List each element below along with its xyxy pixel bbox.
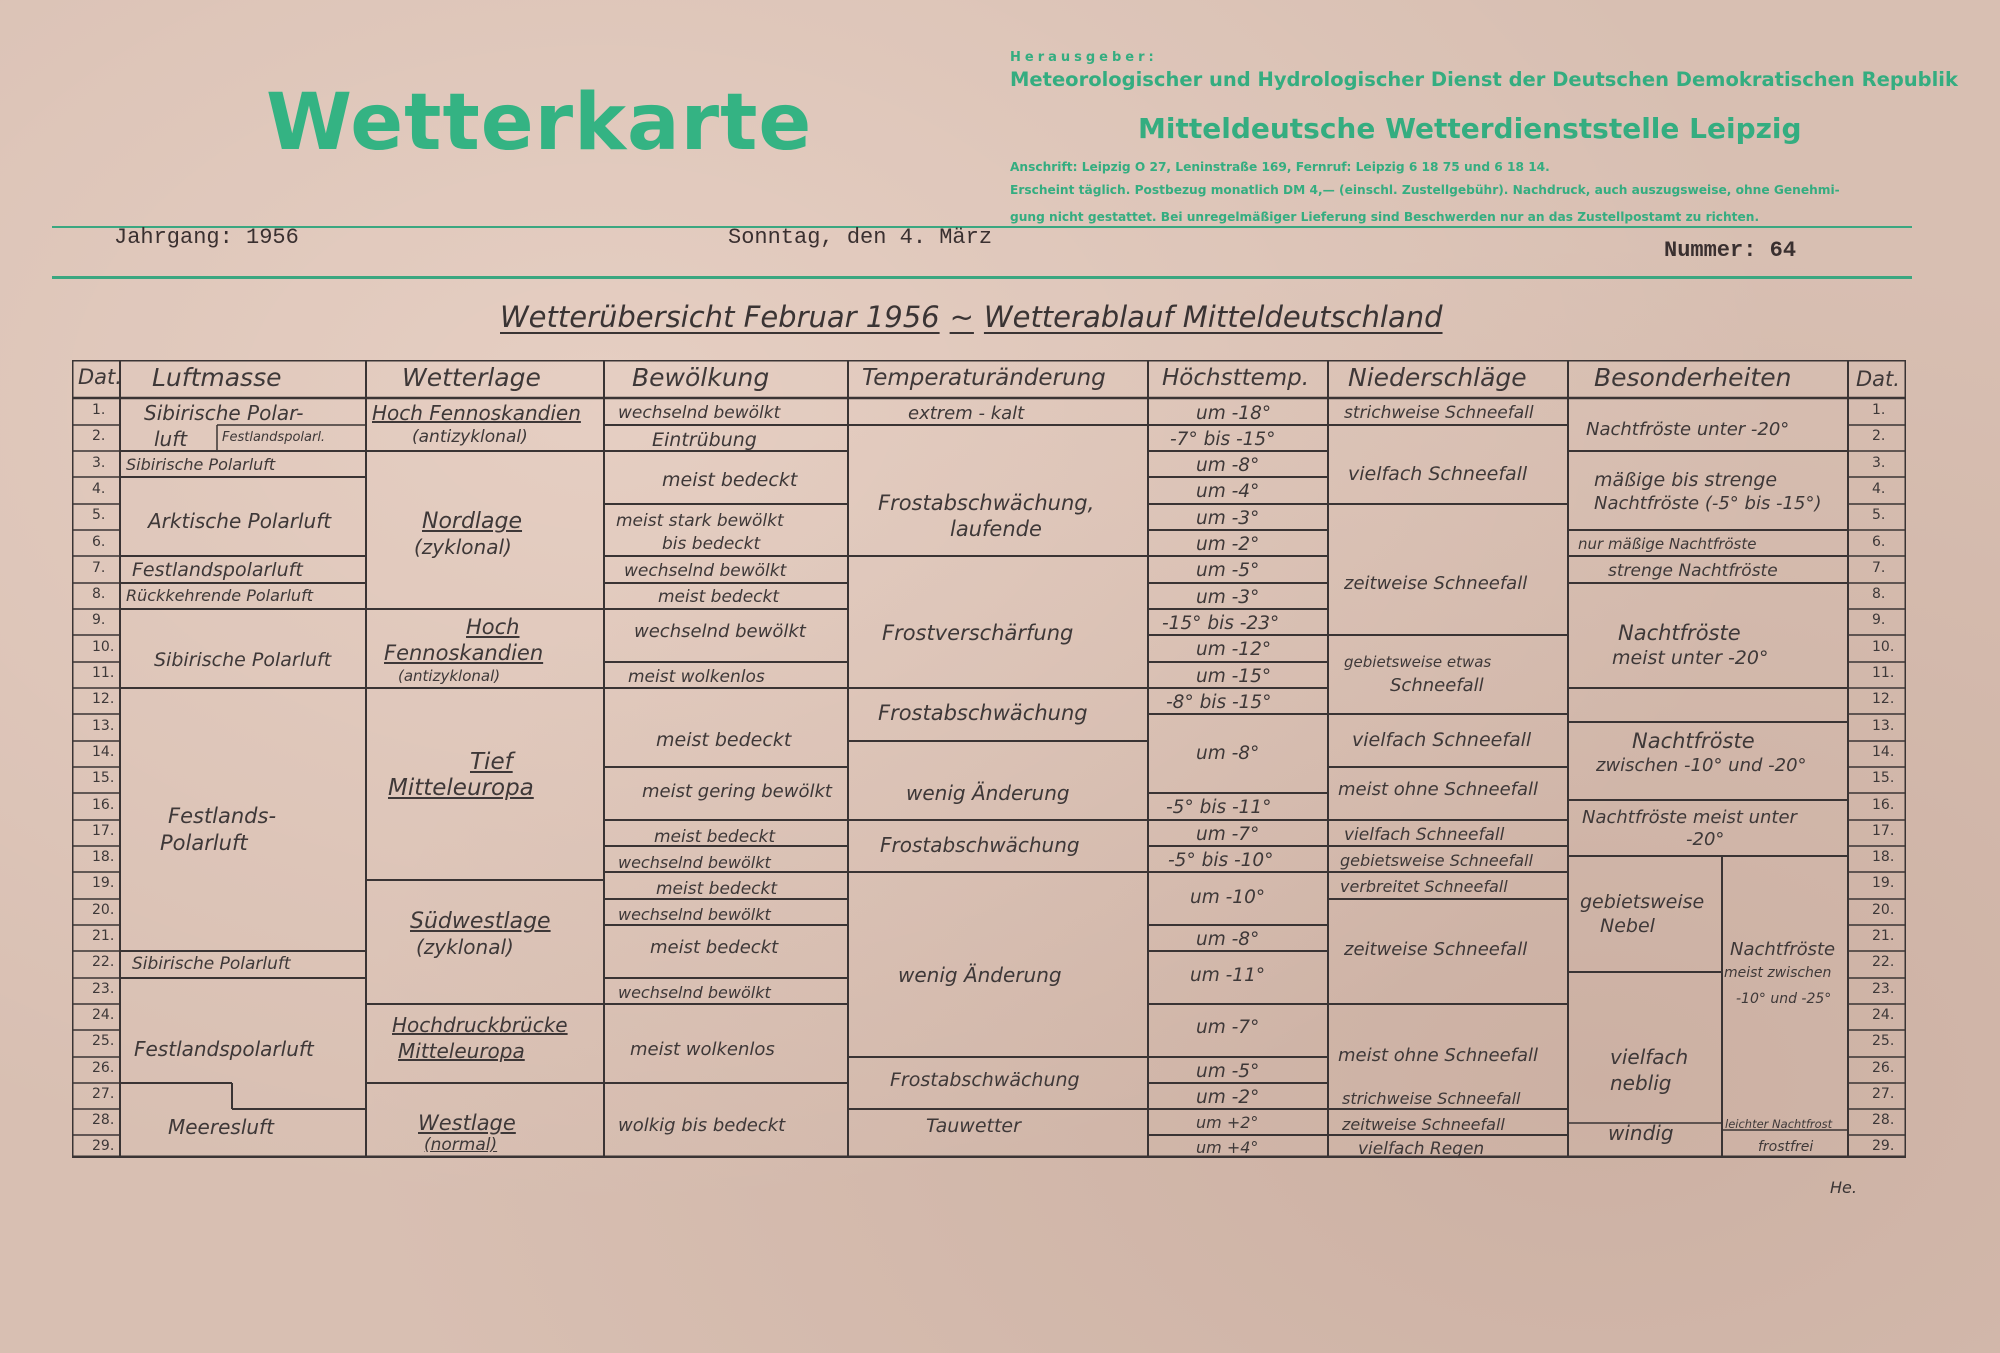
- hoechsttemp-cell: -15° bis -23°: [1162, 613, 1280, 634]
- wetterlage-cell: (zyklonal): [416, 935, 514, 959]
- hoechsttemp-cell: um -2°: [1196, 1087, 1260, 1108]
- caption-left: Wetterübersicht Februar 1956: [500, 300, 940, 334]
- besonderheiten-cell: Nachtfröste meist unter: [1582, 807, 1797, 828]
- luftmasse-cell: Sibirische Polarluft: [126, 455, 276, 474]
- date-cell-left: 12.: [92, 691, 115, 707]
- subscription-line: Erscheint täglich. Postbezug monatlich DM 4,— (einschl. Zustellgebühr). Nachdruck, auch auszugsweise, ohne Genehmi-: [1010, 183, 1840, 197]
- date-cell-left: 3.: [92, 455, 106, 471]
- niederschlaege-cell: gebietsweise Schneefall: [1340, 851, 1533, 870]
- luftmasse-cell: Rückkehrende Polarluft: [126, 586, 313, 605]
- date-cell-left: 25.: [92, 1033, 115, 1049]
- luftmasse-cell: Arktische Polarluft: [148, 509, 332, 533]
- luftmasse-cell: Sibirische Polarluft: [132, 954, 291, 974]
- date-cell-right: 4.: [1872, 481, 1886, 497]
- wetterlage-cell: Tief: [470, 749, 513, 775]
- wetterlage-cell: Südwestlage: [410, 909, 551, 934]
- date-cell-left: 6.: [92, 534, 106, 550]
- bewoelkung-cell: wechselnd bewölkt: [618, 853, 771, 872]
- luftmasse-cell: Sibirische Polar-: [144, 401, 304, 425]
- temperatur-cell: Frostabschwächung: [880, 833, 1080, 857]
- besonderheiten-cell: -20°: [1686, 829, 1725, 850]
- luftmasse-cell: luft: [154, 427, 188, 451]
- wetterlage-cell: (antizyklonal): [412, 427, 528, 447]
- date-cell-right: 13.: [1872, 718, 1895, 734]
- date-cell-right: 21.: [1872, 928, 1895, 944]
- besonderheiten-cell: neblig: [1610, 1071, 1672, 1095]
- header-hoechsttemp: Höchsttemp.: [1162, 365, 1310, 391]
- wetterlage-cell: (normal): [424, 1135, 498, 1155]
- luftmasse-cell: Polarluft: [160, 831, 248, 855]
- bewoelkung-cell: bis bedeckt: [662, 534, 761, 554]
- header-dat-left: Dat.: [78, 365, 122, 389]
- hoechsttemp-cell: -8° bis -15°: [1166, 692, 1272, 713]
- issue-number: Nummer: 64: [1664, 238, 1797, 263]
- caption-right: Wetterablauf Mitteldeutschland: [983, 300, 1443, 334]
- niederschlaege-cell: zeitweise Schneefall: [1342, 1115, 1505, 1134]
- date-cell-left: 11.: [92, 665, 115, 681]
- bewoelkung-cell: meist wolkenlos: [630, 1039, 775, 1060]
- hoechsttemp-cell: um -10°: [1190, 887, 1266, 908]
- date-cell-right: 26.: [1872, 1060, 1895, 1076]
- date-cell-right: 11.: [1872, 665, 1895, 681]
- wetterlage-cell: Hochdruckbrücke: [392, 1013, 568, 1037]
- date-cell-right: 18.: [1872, 849, 1895, 865]
- wetterlage-cell: (antizyklonal): [398, 667, 501, 685]
- hoechsttemp-cell: -5° bis -10°: [1168, 850, 1274, 871]
- date-cell-left: 7.: [92, 560, 106, 576]
- date-cell-right: 24.: [1872, 1007, 1895, 1023]
- bewoelkung-cell: meist bedeckt: [662, 469, 798, 491]
- date-cell-left: 28.: [92, 1112, 115, 1128]
- date-cell-left: 2.: [92, 428, 106, 444]
- besonderheiten-cell: Nachtfröste (-5° bis -15°): [1594, 493, 1822, 514]
- wetterlage-cell: Nordlage: [422, 509, 523, 534]
- besonderheiten-cell: -10° und -25°: [1736, 991, 1832, 1007]
- besonderheiten-cell: frostfrei: [1758, 1139, 1814, 1155]
- date-cell-left: 22.: [92, 954, 115, 970]
- date-cell-right: 10.: [1872, 639, 1895, 655]
- besonderheiten-cell: leichter Nachtfrost: [1725, 1117, 1833, 1131]
- date-cell-left: 17.: [92, 823, 115, 839]
- hoechsttemp-cell: um -2°: [1196, 534, 1260, 555]
- page-title: Wetterkarte: [266, 78, 813, 168]
- hoechsttemp-cell: um -15°: [1196, 666, 1272, 687]
- date-cell-right: 25.: [1872, 1033, 1895, 1049]
- date-cell-left: 10.: [92, 639, 115, 655]
- hoechsttemp-cell: um -7°: [1196, 1017, 1260, 1038]
- niederschlaege-cell: zeitweise Schneefall: [1344, 573, 1528, 594]
- hoechsttemp-cell: um -8°: [1196, 929, 1260, 950]
- besonderheiten-cell: gebietsweise: [1580, 891, 1705, 913]
- date-cell-right: 14.: [1872, 744, 1895, 760]
- hoechsttemp-cell: um -12°: [1196, 639, 1272, 660]
- date-cell-right: 7.: [1872, 560, 1886, 576]
- header-rule-bottom: [52, 276, 1912, 279]
- date-cell-left: 4.: [92, 481, 106, 497]
- date-cell-right: 9.: [1872, 612, 1886, 628]
- bewoelkung-cell: wechselnd bewölkt: [634, 621, 806, 642]
- office-name: Mitteldeutsche Wetterdienststelle Leipzig: [1138, 112, 1802, 145]
- date-cell-left: 23.: [92, 981, 115, 997]
- besonderheiten-cell: meist unter -20°: [1612, 647, 1769, 669]
- besonderheiten-cell: zwischen -10° und -20°: [1596, 755, 1807, 776]
- temperatur-cell: Frostabschwächung: [890, 1069, 1080, 1091]
- header-bewoelkung: Bewölkung: [632, 363, 770, 392]
- date-cell-right: 27.: [1872, 1086, 1895, 1102]
- date-cell-right: 29.: [1872, 1138, 1895, 1154]
- date-cell-left: 20.: [92, 902, 115, 918]
- header-wetterlage: Wetterlage: [402, 363, 541, 392]
- bewoelkung-cell: meist gering bewölkt: [642, 781, 832, 802]
- niederschlaege-cell: Schneefall: [1390, 675, 1484, 696]
- besonderheiten-cell: nur mäßige Nachtfröste: [1578, 535, 1757, 553]
- besonderheiten-cell: meist zwischen: [1724, 965, 1832, 981]
- hoechsttemp-cell: um -8°: [1196, 455, 1260, 476]
- date-cell-right: 5.: [1872, 507, 1886, 523]
- header-niederschlaege: Niederschläge: [1348, 363, 1527, 392]
- weather-summary-table: [72, 360, 1906, 1158]
- date-cell-left: 1.: [92, 402, 106, 418]
- hoechsttemp-cell: um -3°: [1196, 587, 1260, 608]
- date-cell-right: 2.: [1872, 428, 1886, 444]
- date-cell-left: 16.: [92, 797, 115, 813]
- niederschlaege-cell: zeitweise Schneefall: [1344, 939, 1528, 960]
- besonderheiten-cell: Nachtfröste unter -20°: [1586, 419, 1790, 440]
- temperatur-cell: wenig Änderung: [906, 781, 1070, 805]
- publisher-label: Herausgeber:: [1010, 50, 1158, 65]
- hoechsttemp-cell: um -5°: [1196, 1061, 1260, 1082]
- date-cell-left: 19.: [92, 875, 115, 891]
- date-cell-right: 3.: [1872, 455, 1886, 471]
- besonderheiten-cell: mäßige bis strenge: [1594, 469, 1778, 491]
- signature: He.: [1830, 1178, 1857, 1197]
- hoechsttemp-cell: -5° bis -11°: [1166, 797, 1272, 818]
- temperatur-cell: Tauwetter: [926, 1115, 1021, 1137]
- date-cell-right: 19.: [1872, 875, 1895, 891]
- temperatur-cell: wenig Änderung: [898, 963, 1062, 987]
- luftmasse-cell: Meeresluft: [168, 1115, 274, 1139]
- wetterlage-cell: Mitteleuropa: [388, 775, 534, 801]
- date-cell-left: 13.: [92, 718, 115, 734]
- date-cell-right: 15.: [1872, 770, 1895, 786]
- niederschlaege-cell: vielfach Schneefall: [1348, 463, 1528, 485]
- hoechsttemp-cell: um -11°: [1190, 965, 1266, 986]
- date-cell-right: 16.: [1872, 797, 1895, 813]
- temperatur-cell: extrem - kalt: [908, 403, 1025, 424]
- besonderheiten-cell: vielfach: [1610, 1045, 1689, 1069]
- bewoelkung-cell: meist wolkenlos: [628, 667, 765, 687]
- temperatur-cell: laufende: [950, 517, 1042, 541]
- niederschlaege-cell: vielfach Schneefall: [1352, 729, 1532, 751]
- jahrgang: Jahrgang: 1956: [114, 225, 299, 250]
- wetterlage-cell: Westlage: [418, 1111, 516, 1135]
- luftmasse-cell: Sibirische Polarluft: [154, 649, 332, 671]
- niederschlaege-cell: strichweise Schneefall: [1344, 403, 1534, 423]
- date-cell-right: 6.: [1872, 534, 1886, 550]
- date-cell-right: 17.: [1872, 823, 1895, 839]
- date-cell-left: 24.: [92, 1007, 115, 1023]
- header-temperaturaenderung: Temperaturänderung: [862, 365, 1106, 391]
- hoechsttemp-cell: um -3°: [1196, 508, 1260, 529]
- luftmasse-cell: Festlandspolarluft: [132, 559, 303, 581]
- besonderheiten-cell: windig: [1608, 1121, 1674, 1145]
- date-cell-left: 8.: [92, 586, 106, 602]
- niederschlaege-cell: verbreitet Schneefall: [1340, 877, 1508, 896]
- date-cell-right: 1.: [1872, 402, 1886, 418]
- table-caption: [500, 300, 1443, 334]
- date-cell-left: 15.: [92, 770, 115, 786]
- header-besonderheiten: Besonderheiten: [1594, 363, 1792, 392]
- bewoelkung-cell: wechselnd bewölkt: [618, 983, 771, 1002]
- hoechsttemp-cell: um +4°: [1196, 1138, 1259, 1157]
- luftmasse-cell: Festlands-: [168, 804, 277, 828]
- bewoelkung-cell: wolkig bis bedeckt: [618, 1115, 786, 1136]
- bewoelkung-cell: meist stark bewölkt: [616, 511, 784, 531]
- date-cell-left: 26.: [92, 1060, 115, 1076]
- niederschlaege-cell: strichweise Schneefall: [1342, 1089, 1521, 1108]
- besonderheiten-cell: Nachtfröste: [1618, 621, 1741, 645]
- niederschlaege-cell: meist ohne Schneefall: [1338, 1045, 1539, 1066]
- date-cell-right: 12.: [1872, 691, 1895, 707]
- caption-tilde: ~: [949, 300, 974, 334]
- publisher-name: Meteorologischer und Hydrologischer Dienst der Deutschen Demokratischen Republik: [1010, 68, 1958, 91]
- bewoelkung-cell: wechselnd bewölkt: [618, 403, 781, 423]
- hoechsttemp-cell: um +2°: [1196, 1113, 1259, 1132]
- hoechsttemp-cell: um -18°: [1196, 403, 1272, 424]
- date-cell-right: 23.: [1872, 981, 1895, 997]
- bewoelkung-cell: meist bedeckt: [658, 587, 780, 607]
- date-cell-right: 8.: [1872, 586, 1886, 602]
- bewoelkung-cell: wechselnd bewölkt: [624, 561, 787, 581]
- hoechsttemp-cell: um -4°: [1196, 481, 1260, 502]
- niederschlaege-cell: vielfach Schneefall: [1344, 825, 1505, 845]
- date-cell-left: 21.: [92, 928, 115, 944]
- niederschlaege-cell: vielfach Regen: [1358, 1139, 1485, 1159]
- address-line: Anschrift: Leipzig O 27, Leninstraße 169, Fernruf: Leipzig 6 18 75 und 6 18 14.: [1010, 160, 1550, 174]
- hoechsttemp-cell: um -5°: [1196, 560, 1260, 581]
- besonderheiten-cell: Nachtfröste: [1632, 729, 1755, 753]
- wetterlage-cell: Hoch: [466, 615, 520, 639]
- niederschlaege-cell: gebietsweise etwas: [1344, 653, 1492, 671]
- luftmasse-cell: Festlandspolarluft: [134, 1037, 314, 1061]
- temperatur-cell: Frostabschwächung: [878, 701, 1088, 725]
- wetterlage-cell: Mitteleuropa: [398, 1039, 525, 1063]
- bewoelkung-cell: Eintrübung: [652, 429, 757, 451]
- bewoelkung-cell: meist bedeckt: [650, 937, 779, 958]
- hoechsttemp-cell: um -7°: [1196, 824, 1260, 845]
- date-cell-left: 14.: [92, 744, 115, 760]
- date-cell-left: 5.: [92, 507, 106, 523]
- bewoelkung-cell: meist bedeckt: [656, 879, 778, 899]
- date-cell-right: 22.: [1872, 954, 1895, 970]
- bewoelkung-cell: meist bedeckt: [656, 729, 792, 751]
- date-cell-right: 20.: [1872, 902, 1895, 918]
- bewoelkung-cell: wechselnd bewölkt: [618, 905, 771, 924]
- issue-date: Sonntag, den 4. März: [728, 225, 993, 250]
- besonderheiten-cell: Nachtfröste: [1730, 939, 1836, 960]
- wetterlage-cell: Hoch Fennoskandien: [372, 401, 581, 425]
- date-cell-left: 29.: [92, 1138, 115, 1154]
- temperatur-cell: Frostabschwächung,: [878, 491, 1095, 515]
- besonderheiten-cell: Nebel: [1600, 915, 1655, 937]
- bewoelkung-cell: meist bedeckt: [654, 827, 776, 847]
- date-cell-left: 18.: [92, 849, 115, 865]
- date-cell-left: 9.: [92, 612, 106, 628]
- luftmasse-cell: Festlandspolarl.: [222, 430, 326, 445]
- date-cell-left: 27.: [92, 1086, 115, 1102]
- hoechsttemp-cell: -7° bis -15°: [1170, 429, 1276, 450]
- date-cell-right: 28.: [1872, 1112, 1895, 1128]
- besonderheiten-cell: strenge Nachtfröste: [1608, 561, 1778, 581]
- wetterlage-cell: Fennoskandien: [384, 641, 544, 665]
- header-luftmasse: Luftmasse: [152, 363, 282, 392]
- wetterlage-cell: (zyklonal): [414, 535, 512, 559]
- temperatur-cell: Frostverschärfung: [882, 621, 1074, 645]
- hoechsttemp-cell: um -8°: [1196, 743, 1260, 764]
- notice-line: gung nicht gestattet. Bei unregelmäßiger Lieferung sind Beschwerden nur an das Zustellpostamt zu richten.: [1010, 210, 1760, 224]
- header-dat-right: Dat.: [1856, 367, 1900, 391]
- niederschlaege-cell: meist ohne Schneefall: [1338, 779, 1539, 800]
